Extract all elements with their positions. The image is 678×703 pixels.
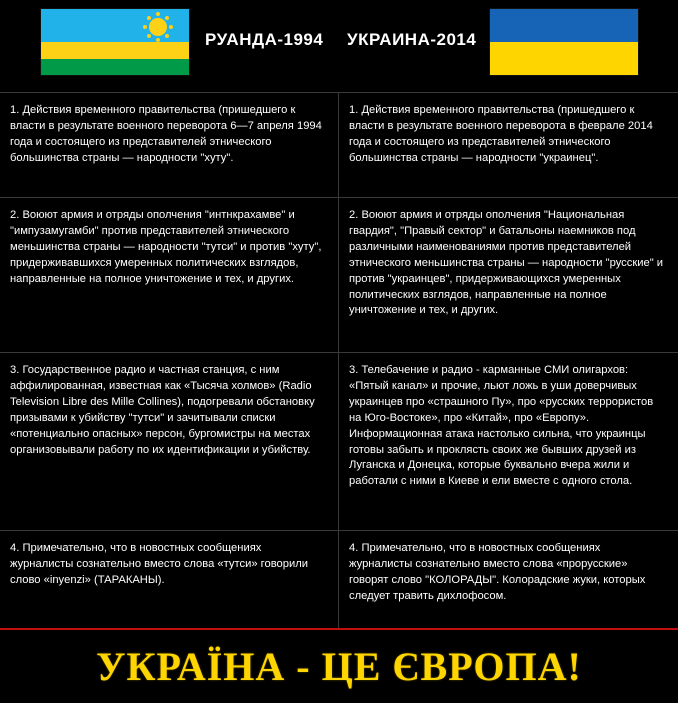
item-text: 3. Телебачение и радио - карманные СМИ олигархов: «Пятый канал» и прочие, льют ложь в уши доверчивых украинцев про «страшного Пу», про «русских террористов на Юго-Востоке», про «Китай», про «Европу». Информационная атака настолько сильна, что украинцы готовы забыть и проклясть своих же бывших друзей из Луганска и Донецка, которые буквально вчера жили и работали с ними в Киеве и ели вместе с одного стола. (349, 364, 654, 488)
header (0, 0, 678, 92)
footer-banner (0, 628, 678, 703)
item-text: 2. Воюют армия и отряды ополчения "интнкрахамве" и "импузамугамби" против представителей этнического меньшинства страны — народности "тутси" и против "хуту", придерживавшихся умеренных политических взглядов, направленные на полное уничтожение и тех, и других. (10, 209, 322, 285)
column-ukraine (339, 93, 678, 628)
footer-slogan: УКРАЇНА - ЦЕ ЄВРОПА! (96, 644, 582, 689)
list-item (339, 353, 678, 531)
list-item (339, 531, 678, 628)
item-text: 3. Государственное радио и частная станция, с ним аффилированная, известная как «Тысяча холмов» (Radio Television Libre des Mille Collines), подогревали обстановку призывами к убийству "тутси" и зачитывали списки «потенциально опасных» персон, бургомистры на местах организовывали работу по их идентификации и убийству. (10, 364, 315, 456)
comparison-table (0, 92, 678, 628)
list-item (339, 198, 678, 353)
list-item (339, 93, 678, 198)
ukraine-flag-yellow-band (490, 42, 638, 75)
item-text: 1. Действия временного правительства (пришедшего к власти в результате военного переворота 6—7 апреля 1994 года и состоящего из представителей этнического большинства страны — народности "хуту". (10, 104, 322, 164)
list-item (0, 531, 338, 628)
item-text: 4. Примечательно, что в новостных сообщениях журналисты сознательно вместо слова «тутси» говорили слово «inyenzi» (ТАРАКАНЫ). (10, 542, 309, 586)
item-text: 1. Действия временного правительства (пришедшего к власти в результате военного переворота в феврале 2014 года и состоящего из представителей этнического большинства страны — народности "украинец". (349, 104, 653, 164)
list-item (0, 353, 338, 531)
rwanda-flag-yellow-band (41, 42, 189, 59)
item-text: 4. Примечательно, что в новостных сообщениях журналисты сознательно вместо слова «прорусские» говорят слово "КОЛОРАДЫ". Колорадские жуки, которых следует травить дихлофосом. (349, 542, 646, 602)
rwanda-flag-green-band (41, 59, 189, 76)
caption-rwanda: РУАНДА-1994 (205, 30, 324, 49)
rwanda-flag-icon (40, 8, 190, 76)
ukraine-flag-icon (489, 8, 639, 76)
list-item (0, 198, 338, 353)
ukraine-flag-blue-band (490, 9, 638, 42)
list-item (0, 93, 338, 198)
item-text: 2. Воюют армия и отряды ополчения "Национальная гвардия", "Правый сектор" и батальоны наемников под различными наименованиями против представителей этнического меньшинства страны — народности "русские" и против "украинцев", придерживающихся умеренных политических взглядов, направленные на полное уничтожение и тех, и других. (349, 209, 664, 317)
sun-icon (149, 18, 167, 36)
header-column-right (339, 0, 678, 92)
caption-ukraine: УКРАИНА-2014 (347, 30, 477, 49)
column-rwanda (0, 93, 339, 628)
header-column-left (0, 0, 339, 92)
